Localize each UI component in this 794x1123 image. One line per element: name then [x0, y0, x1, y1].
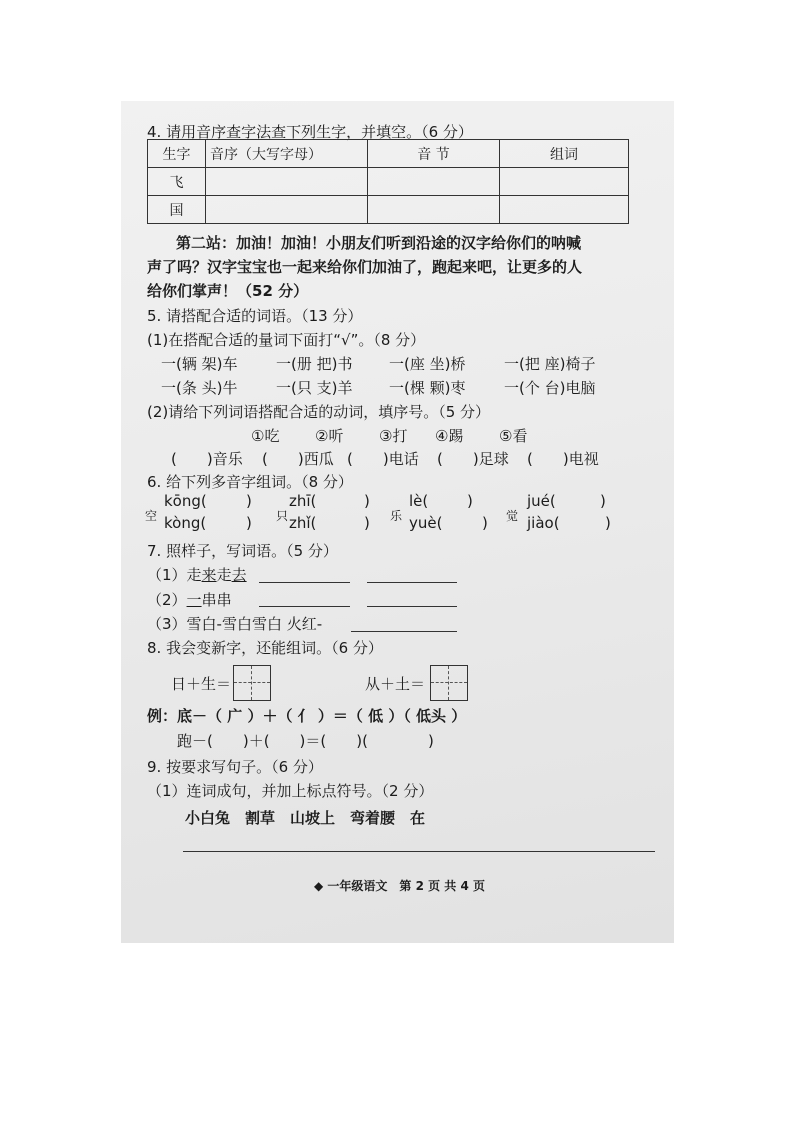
q7-item2-suffix: 串串	[201, 591, 232, 609]
q7-item2-prefix: （2）	[147, 591, 187, 609]
q4-table	[147, 139, 629, 224]
table-row	[148, 168, 629, 196]
q9-words: 小白兔 割草 山坡上 弯着腰 在	[185, 809, 426, 827]
page-footer: ◆ 一年级语文 第 2 页 共 4 页	[314, 879, 485, 893]
answer-cell[interactable]	[500, 196, 629, 224]
paren-close[interactable]: )	[482, 514, 488, 532]
polyphone-char: 只	[276, 509, 289, 523]
paren-close[interactable]: )	[364, 492, 370, 510]
q8-exercise[interactable]: 跑－( )＋( )＝( )( )	[177, 732, 434, 750]
polyphone-char: 乐	[390, 509, 403, 523]
q5-row1-item: 一(把 座)椅子	[504, 355, 596, 373]
q7-item1-middle: 走	[216, 566, 232, 584]
q8-equation: 从＋土＝	[365, 675, 426, 693]
q5-sub1: (1)在搭配合适的量词下面打“√”。（8 分）	[147, 331, 426, 349]
pinyin: zhǐ(	[289, 514, 317, 532]
answer-cell[interactable]	[368, 168, 500, 196]
q5-row2-item: 一(个 台)电脑	[504, 379, 596, 397]
answer-cell[interactable]	[368, 196, 500, 224]
q9-sub1: （1）连词成句，并加上标点符号。（2 分）	[147, 782, 434, 800]
verb-option: ③打	[379, 427, 408, 445]
answer-line[interactable]	[367, 592, 457, 607]
header-syllable: 音 节	[368, 140, 500, 168]
paren-close[interactable]: )	[246, 492, 252, 510]
q6-title: 6. 给下列多音字组词。（8 分）	[147, 473, 353, 491]
exam-page-photo	[121, 101, 674, 943]
q5-row2-item: 一(棵 颗)枣	[389, 379, 466, 397]
answer-cell[interactable]	[206, 168, 368, 196]
verb-option: ④踢	[435, 427, 464, 445]
q7-item2	[147, 589, 232, 610]
answer-cell[interactable]	[206, 196, 368, 224]
answer-line[interactable]	[367, 568, 457, 583]
pinyin: jué(	[527, 492, 556, 510]
q7-title: 7. 照样子，写词语。（5 分）	[147, 542, 338, 560]
answer-line[interactable]	[259, 568, 350, 583]
q7-item1-underlined: 去	[231, 566, 247, 584]
pinyin: zhī(	[289, 492, 317, 510]
table-header-row	[148, 140, 629, 168]
q7-item1-prefix: （1）走	[147, 566, 202, 584]
paren-close[interactable]: )	[467, 492, 473, 510]
answer-line[interactable]	[259, 592, 350, 607]
q5-row2-item: 一(只 支)羊	[276, 379, 353, 397]
noun-blank[interactable]: ( )电话	[347, 450, 419, 468]
q5-row1-item: 一(册 把)书	[276, 355, 353, 373]
paren-close[interactable]: )	[364, 514, 370, 532]
pinyin: jiào(	[527, 514, 560, 532]
verb-option: ①吃	[251, 427, 280, 445]
pinyin: kōng(	[164, 492, 207, 510]
header-initial: 音序（大写字母）	[206, 140, 368, 168]
polyphone-char: 空	[145, 509, 158, 523]
paren-close[interactable]: )	[246, 514, 252, 532]
row-char: 国	[148, 196, 206, 224]
verb-option: ⑤看	[499, 427, 528, 445]
q5-sub2: (2)请给下列词语搭配合适的动词，填序号。（5 分）	[147, 403, 491, 421]
q5-row1-item: 一(座 坐)桥	[389, 355, 466, 373]
q5-row2-item: 一(条 头)牛	[161, 379, 238, 397]
pinyin: yuè(	[409, 514, 443, 532]
polyphone-char: 觉	[506, 509, 519, 523]
answer-cell[interactable]	[500, 168, 629, 196]
noun-blank[interactable]: ( )音乐	[171, 450, 243, 468]
q9-title: 9. 按要求写句子。（6 分）	[147, 758, 323, 776]
q8-equation: 日＋生＝	[171, 675, 232, 693]
q7-item1	[147, 564, 247, 585]
answer-line[interactable]	[351, 617, 457, 632]
answer-line[interactable]	[183, 851, 655, 852]
header-word: 组词	[500, 140, 629, 168]
paren-close[interactable]: )	[600, 492, 606, 510]
row-char: 飞	[148, 168, 206, 196]
q7-item3: （3）雪白-雪白雪白 火红-	[147, 615, 323, 633]
pinyin: lè(	[409, 492, 429, 510]
noun-blank[interactable]: ( )足球	[437, 450, 509, 468]
station2-line2: 声了吗？汉字宝宝也一起来给你们加油了，跑起来吧，让更多的人	[147, 258, 583, 276]
q5-row1-item: 一(辆 架)车	[161, 355, 238, 373]
q8-example: 例：底－（ 广 ）＋（ 亻 ）＝（ 低 ）（ 低头 ）	[147, 707, 467, 725]
pinyin: kòng(	[164, 514, 207, 532]
q7-item1-underlined: 来	[201, 566, 217, 584]
header-char: 生字	[148, 140, 206, 168]
station2-line1: 第二站：加油！加油！小朋友们听到沿途的汉字给你们的呐喊	[176, 234, 582, 252]
noun-blank[interactable]: ( )电视	[527, 450, 599, 468]
write-grid-box[interactable]	[233, 665, 271, 701]
write-grid-box[interactable]	[430, 665, 468, 701]
noun-blank[interactable]: ( )西瓜	[262, 450, 334, 468]
table-row	[148, 196, 629, 224]
q4-title: 4. 请用音序查字法查下列生字，并填空。（6 分）	[147, 123, 473, 141]
q8-title: 8. 我会变新字，还能组词。（6 分）	[147, 639, 383, 657]
q7-item2-underlined: 一	[186, 591, 202, 609]
paren-close[interactable]: )	[605, 514, 611, 532]
station2-line3: 给你们掌声！（52 分）	[147, 282, 309, 300]
q5-title: 5. 请搭配合适的词语。（13 分）	[147, 307, 363, 325]
verb-option: ②听	[315, 427, 344, 445]
